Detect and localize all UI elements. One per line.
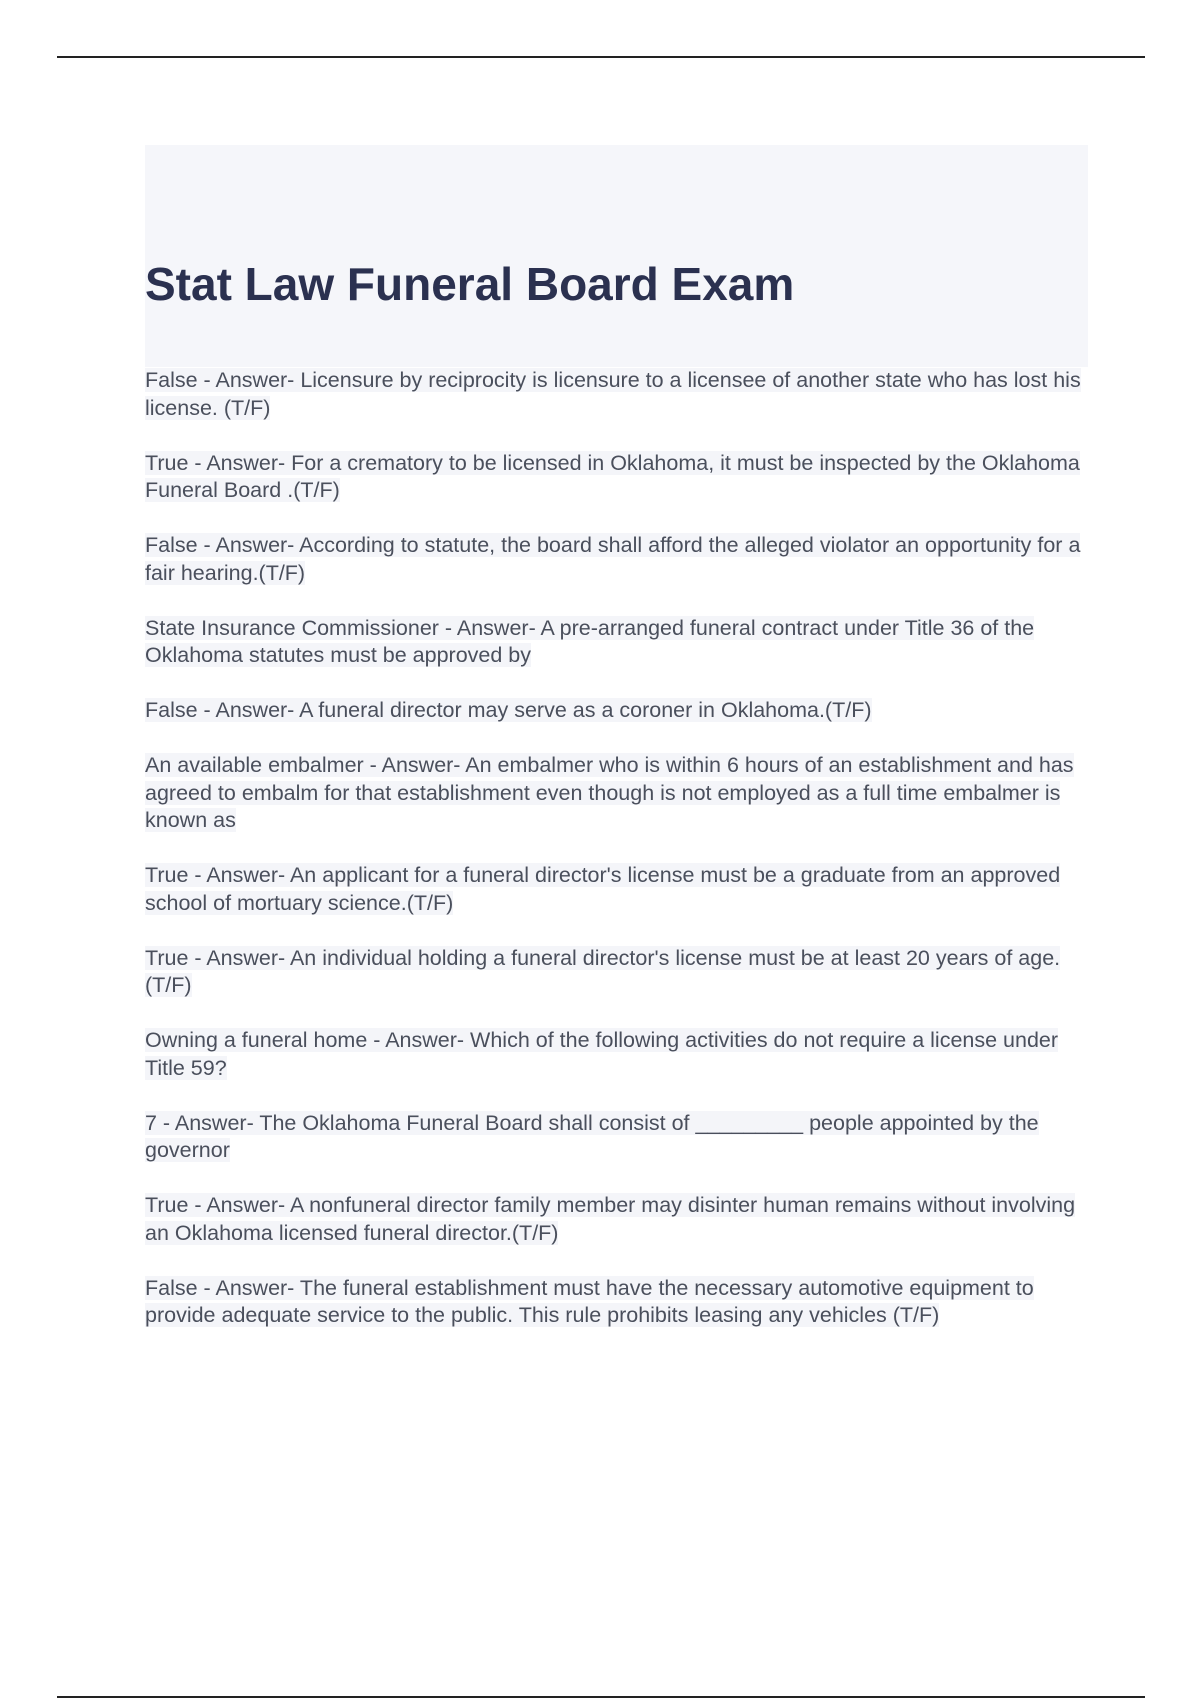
- qa-item: [145, 1275, 1090, 1330]
- qa-item-text: False - Answer- Licensure by reciprocity is licensure to a licensee of another state who has lost his license. (T/F): [145, 368, 1081, 420]
- qa-item-text: 7 - Answer- The Oklahoma Funeral Board shall consist of _________ people appointed by the governor: [145, 1110, 1039, 1162]
- qa-item-text: State Insurance Commissioner - Answer- A pre-arranged funeral contract under Title 36 of the Oklahoma statutes must be approved by: [145, 615, 1035, 667]
- bottom-divider: [57, 1696, 1145, 1698]
- qa-item-text: True - Answer- A nonfuneral director family member may disinter human remains without involving an Oklahoma licensed funeral director.(T/F): [145, 1193, 1076, 1245]
- qa-item-text: False - Answer- A funeral director may serve as a coroner in Oklahoma.(T/F): [145, 698, 872, 722]
- top-divider: [57, 56, 1145, 58]
- qa-item: [145, 615, 1090, 670]
- qa-item-text: True - Answer- An individual holding a funeral director's license must be at least 20 years of age.(T/F): [145, 945, 1061, 997]
- qa-item: [145, 752, 1090, 835]
- qa-item-text: True - Answer- For a crematory to be licensed in Oklahoma, it must be inspected by the Oklahoma Funeral Board .(T/F): [145, 450, 1080, 502]
- qa-item-text: An available embalmer - Answer- An embalmer who is within 6 hours of an establishment and has agreed to embalm for that establishment even though is not employed as a full time embalmer is known as: [145, 753, 1074, 832]
- qa-item: [145, 1110, 1090, 1165]
- qa-item-text: True - Answer- An applicant for a funeral director's license must be a graduate from an approved school of mortuary science.(T/F): [145, 863, 1061, 915]
- qa-item-text: False - Answer- The funeral establishment must have the necessary automotive equipment to provide adequate service to the public. This rule prohibits leasing any vehicles (T/F): [145, 1275, 1034, 1327]
- title-banner: [145, 145, 1088, 367]
- qa-item-text: Owning a funeral home - Answer- Which of the following activities do not require a license under Title 59?: [145, 1028, 1059, 1080]
- qa-item: [145, 1192, 1090, 1247]
- qa-item: [145, 367, 1090, 422]
- qa-list: [145, 367, 1090, 1357]
- qa-item: [145, 945, 1090, 1000]
- qa-item: [145, 1027, 1090, 1082]
- qa-item: [145, 862, 1090, 917]
- qa-item-text: False - Answer- According to statute, the board shall afford the alleged violator an opportunity for a fair hearing.(T/F): [145, 533, 1081, 585]
- qa-item: [145, 532, 1090, 587]
- page-title: Stat Law Funeral Board Exam: [145, 258, 795, 310]
- qa-item: [145, 450, 1090, 505]
- qa-item: [145, 697, 1090, 725]
